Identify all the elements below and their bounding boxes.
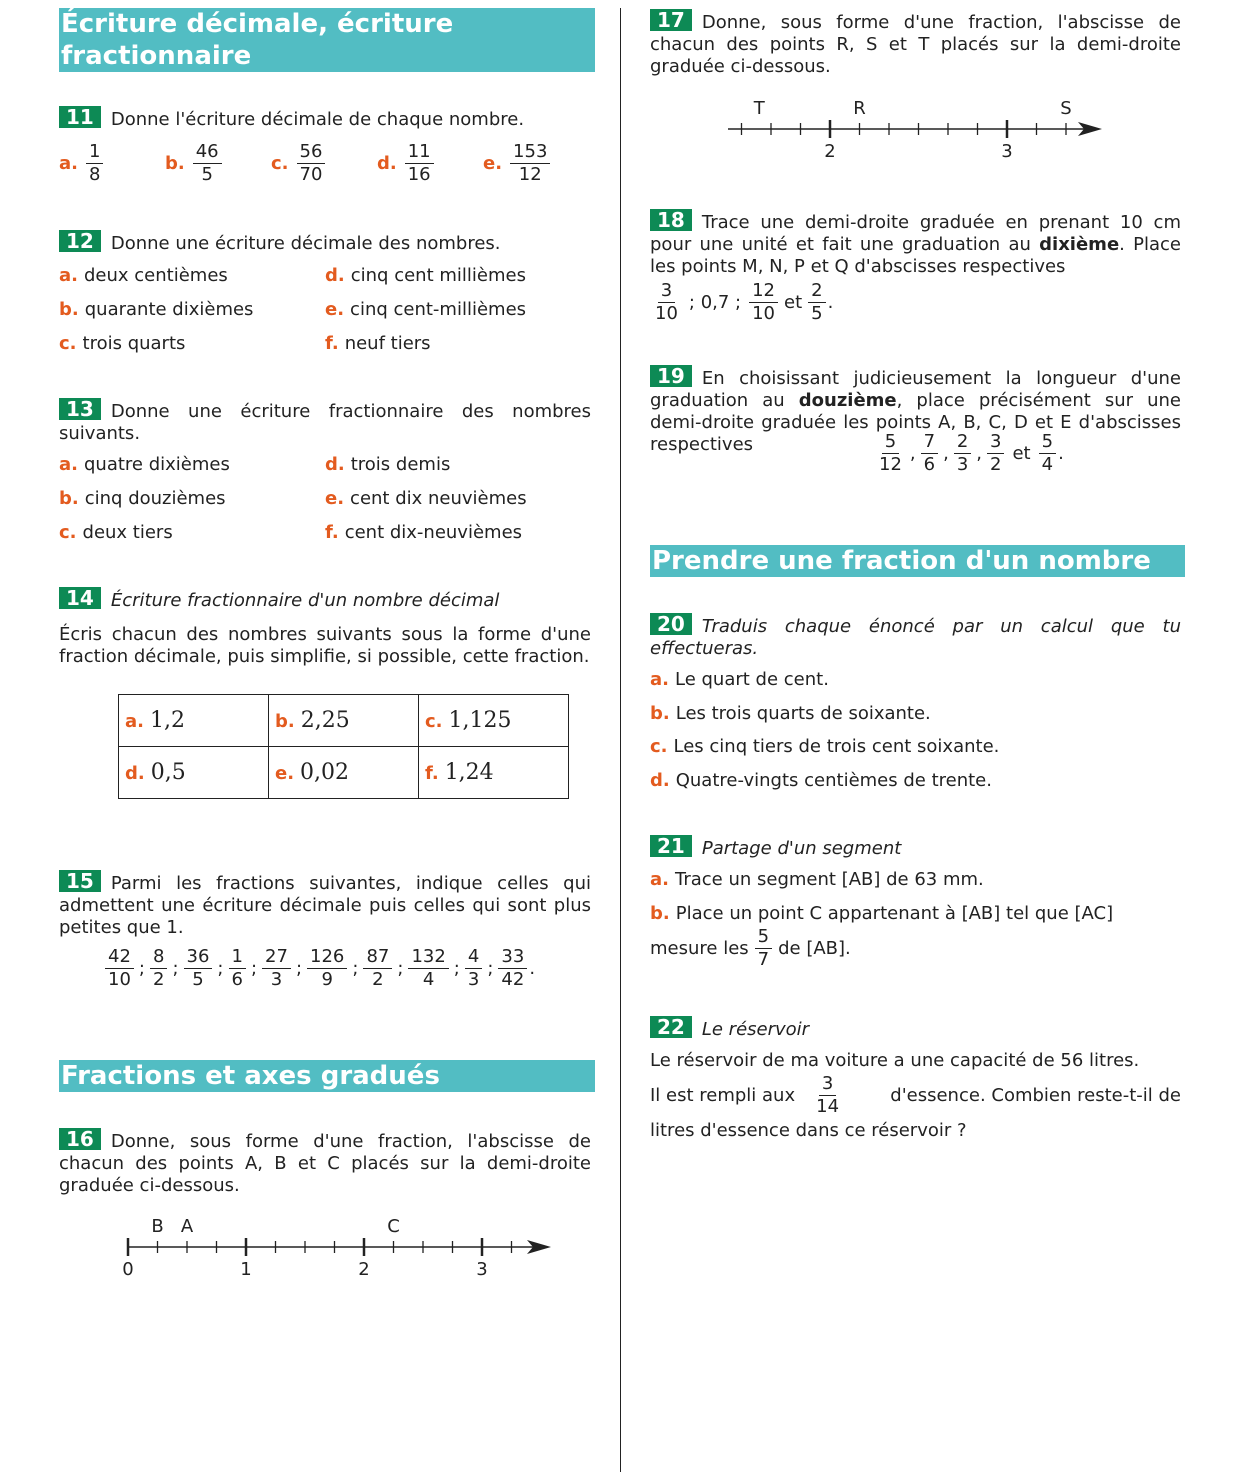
numerator: 2 (954, 431, 971, 454)
exercise-number: 13 (59, 398, 101, 420)
denominator: 9 (321, 969, 333, 990)
exercise-number: 20 (650, 613, 692, 635)
tick-label: 2 (824, 141, 836, 162)
list-item (59, 522, 173, 544)
denominator: 14 (816, 1096, 840, 1117)
item-text: Les trois quarts de soixante. (675, 703, 931, 724)
item-text: cinq cent millièmes (350, 265, 526, 286)
exercise-text: En choisissant judicieusement la longueur d'une graduation au (650, 368, 1181, 411)
exercise-number: 14 (59, 587, 101, 609)
exercise-number: 17 (650, 9, 692, 31)
denominator: 8 (88, 164, 101, 185)
denominator: 10 (108, 969, 131, 990)
numerator: 11 (405, 141, 434, 164)
list-item (59, 454, 230, 476)
period: . (827, 292, 834, 313)
exercise-16 (59, 1128, 591, 1197)
graduated-axis-17 (720, 90, 1110, 165)
list-item (650, 736, 999, 758)
table-cell (269, 747, 419, 799)
exercise-21 (650, 835, 1181, 860)
numerator: 1 (229, 946, 246, 969)
exercise-17 (650, 9, 1181, 78)
cell-label: b. (275, 711, 295, 732)
fraction (755, 926, 772, 971)
separator: ; (217, 958, 224, 979)
numerator: 87 (363, 946, 392, 969)
fraction (876, 431, 905, 476)
bold-word: douzième (798, 390, 897, 411)
item-text: de [AB]. (778, 938, 851, 959)
list-item (325, 488, 527, 510)
list-item (377, 141, 436, 186)
numerator: 2 (808, 280, 825, 303)
denominator: 7 (757, 949, 770, 970)
table-cell (419, 695, 569, 747)
item-label: a. (650, 869, 669, 890)
numerator: 3 (658, 280, 675, 303)
separator: ; (172, 958, 179, 979)
list-item (59, 299, 253, 321)
table-row (119, 747, 569, 799)
fraction (813, 1073, 842, 1118)
fraction (150, 946, 167, 991)
item-label: e. (325, 488, 345, 509)
exercise-11-items (59, 141, 591, 189)
exercise-text-2: , place précisément sur une demi-droite graduée les points A, B, C, D et E d'abscisses respectives (650, 390, 1181, 455)
conjunction: et (1012, 443, 1031, 464)
exercise-number: 12 (59, 230, 101, 252)
numerator: 42 (105, 946, 134, 969)
exercise-20 (650, 613, 1181, 660)
denominator: 2 (152, 969, 165, 990)
item-label: f. (325, 522, 339, 543)
denominator: 4 (422, 969, 435, 990)
item-text: neuf tiers (344, 333, 431, 354)
exercise-title: Écriture fractionnaire d'un nombre décimal (110, 590, 500, 611)
exercise-number: 19 (650, 365, 692, 387)
exercise-number: 18 (650, 209, 692, 231)
item-text: cent dix neuvièmes (350, 488, 527, 509)
item-text: Trace un segment [AB] de 63 mm. (674, 869, 984, 890)
exercise-text-2: . Place les points M, N, P et Q d'abscisses respectives (650, 234, 1181, 277)
item-text: trois quarts (82, 333, 186, 354)
numerator: 4 (465, 946, 482, 969)
point-label: R (853, 98, 866, 119)
item-text: deux centièmes (83, 265, 228, 286)
fraction-line (650, 280, 1181, 325)
fraction (184, 946, 213, 991)
numerator: 132 (408, 946, 448, 969)
exercise-title: Traduis chaque énoncé par un calcul que tu effectueras. (650, 616, 1181, 659)
numerator: 3 (819, 1073, 836, 1096)
fraction (193, 141, 222, 186)
table-row (119, 695, 569, 747)
item-label: c. (271, 152, 289, 174)
numerator: 8 (150, 946, 167, 969)
item-label: a. (59, 265, 78, 286)
cell-value: 1,2 (149, 708, 185, 733)
cell-label: f. (425, 763, 439, 784)
separator-text: ; 0,7 ; (688, 292, 742, 313)
separator: ; (453, 958, 460, 979)
item-label: e. (325, 299, 345, 320)
exercise-number: 21 (650, 835, 692, 857)
denominator: 16 (407, 164, 431, 185)
exercise-number: 15 (59, 870, 101, 892)
numerator: 33 (498, 946, 527, 969)
item-text: trois demis (350, 454, 451, 475)
list-item (59, 333, 185, 355)
tick-label: 1 (240, 1259, 252, 1280)
item-text: deux tiers (82, 522, 173, 543)
exercise-12 (59, 230, 591, 255)
numerator: 153 (510, 141, 550, 164)
tick-label: 3 (1001, 141, 1013, 162)
point-label: A (180, 1216, 194, 1237)
list-item (325, 265, 526, 287)
numerator: 3 (987, 431, 1004, 454)
fraction (510, 141, 550, 186)
denominator: 12 (518, 164, 542, 185)
list-item (325, 454, 450, 476)
item-label: c. (650, 736, 668, 757)
item-label: e. (483, 152, 503, 174)
decimal-table (118, 694, 569, 799)
list-item (165, 141, 224, 186)
cell-value: 0,5 (150, 760, 186, 785)
item-label: f. (325, 333, 339, 354)
fraction (921, 431, 938, 476)
item-text: cinq douzièmes (84, 488, 226, 509)
separator: ; (250, 958, 258, 979)
exercise-text: litres d'essence dans ce réservoir ? (650, 1120, 967, 1141)
denominator: 3 (467, 969, 480, 990)
column-divider (620, 8, 621, 1472)
separator: ; (487, 958, 494, 979)
exercise-22 (650, 1016, 1181, 1041)
fraction (408, 946, 448, 991)
cell-label: e. (275, 763, 295, 784)
separator: ; (138, 958, 145, 979)
list-item (650, 669, 829, 691)
section-title-fraction-of-number: Prendre une fraction d'un nombre (650, 545, 1185, 577)
item-label: b. (59, 299, 79, 320)
exercise-text-line (650, 1073, 1181, 1118)
fraction (363, 946, 392, 991)
point-label: B (151, 1216, 164, 1237)
denominator: 2 (990, 454, 1002, 475)
item-label: a. (59, 454, 78, 475)
exercise-number: 11 (59, 106, 101, 128)
item-text: cinq cent-millièmes (350, 299, 527, 320)
denominator: 2 (372, 969, 384, 990)
numerator: 1 (86, 141, 103, 164)
item-label: d. (325, 454, 345, 475)
fraction (262, 946, 291, 991)
denominator: 3 (270, 969, 283, 990)
denominator: 5 (201, 164, 213, 185)
fraction (808, 280, 825, 325)
text-part: d'essence. Combien reste-t-il de (890, 1085, 1181, 1106)
item-label: d. (377, 152, 397, 174)
separator: , (943, 443, 949, 464)
fraction (105, 946, 134, 991)
numerator: 12 (749, 280, 778, 303)
item-text: quatre dixièmes (83, 454, 230, 475)
table-cell (119, 695, 269, 747)
item-label: d. (650, 770, 670, 791)
exercise-number: 16 (59, 1128, 101, 1150)
period: . (529, 958, 536, 979)
list-item (325, 299, 526, 321)
exercise-text: Parmi les fractions suivantes, indique celles qui admettent une écriture décimale puis celles qui sont plus petites que 1. (59, 873, 591, 938)
exercise-number: 22 (650, 1016, 692, 1038)
item-text: cent dix-neuvièmes (344, 522, 523, 543)
exercise-text: Donne une écriture décimale des nombres. (110, 233, 501, 254)
table-cell (119, 747, 269, 799)
list-item (650, 903, 1181, 925)
exercise-text: Donne l'écriture décimale de chaque nombre. (110, 109, 525, 130)
point-label: S (1060, 98, 1072, 119)
table-cell (269, 695, 419, 747)
cell-label: d. (125, 763, 145, 784)
exercise-18 (650, 209, 1181, 325)
numerator: 7 (921, 431, 938, 454)
fraction (749, 280, 778, 325)
numerator: 126 (307, 946, 347, 969)
numerator: 27 (262, 946, 291, 969)
fraction (307, 946, 347, 991)
item-text: Quatre-vingts centièmes de trente. (675, 770, 992, 791)
exercise-14 (59, 587, 591, 668)
fraction (498, 946, 527, 991)
exercise-text: Donne une écriture fractionnaire des nombres suivants. (59, 401, 591, 444)
denominator: 42 (501, 969, 525, 990)
denominator: 5 (811, 303, 823, 324)
list-item (325, 333, 431, 355)
item-text: quarante dixièmes (84, 299, 254, 320)
numerator: 46 (193, 141, 222, 164)
numerator: 5 (755, 926, 772, 949)
list-item (325, 522, 522, 544)
exercise-text: Trace une demi-droite graduée en prenant 10 cm pour une unité et fait une graduation au (650, 212, 1181, 255)
denominator: 10 (752, 303, 776, 324)
item-text: mesure les (650, 938, 749, 959)
fraction-list (103, 946, 535, 991)
item-label: d. (325, 265, 345, 286)
fraction (405, 141, 434, 186)
fraction (652, 280, 681, 325)
fraction (987, 431, 1004, 476)
item-label: c. (59, 522, 77, 543)
exercise-title: Partage d'un segment (701, 838, 902, 859)
separator: , (976, 443, 983, 464)
item-label: a. (59, 152, 78, 174)
list-item (59, 141, 105, 186)
cell-value: 0,02 (300, 760, 350, 785)
item-label: b. (59, 488, 79, 509)
exercise-text: Donne, sous forme d'une fraction, l'abscisse de chacun des points A, B et C placés sur la demi-droite graduée ci-dessous. (59, 1131, 591, 1196)
separator: ; (397, 958, 404, 979)
tick-label: 0 (122, 1259, 134, 1280)
item-text: Le quart de cent. (674, 669, 829, 690)
numerator: 5 (882, 431, 899, 454)
exercise-15 (59, 870, 591, 939)
list-item (271, 141, 327, 186)
denominator: 5 (192, 969, 204, 990)
denominator: 12 (879, 454, 902, 475)
list-item-continuation (650, 926, 851, 971)
fraction (229, 946, 246, 991)
denominator: 3 (956, 454, 969, 475)
exercise-11 (59, 106, 591, 131)
numerator: 5 (1039, 431, 1056, 454)
cell-label: c. (425, 711, 443, 732)
list-item (59, 265, 228, 287)
item-label: a. (650, 669, 669, 690)
numerator: 56 (297, 141, 326, 164)
item-label: c. (59, 333, 77, 354)
exercise-13 (59, 398, 591, 445)
cell-label: a. (125, 711, 144, 732)
tick-label: 3 (476, 1259, 488, 1280)
period: . (1058, 443, 1064, 464)
section-title-decimal: Écriture décimale, écriture fractionnaire (59, 8, 595, 72)
conjunction: et (784, 292, 803, 313)
tick-label: 2 (358, 1259, 370, 1280)
denominator: 6 (231, 969, 243, 990)
exercise-text: Le réservoir de ma voiture a une capacité de 56 litres. (650, 1050, 1140, 1071)
list-item (650, 770, 992, 792)
fraction (954, 431, 971, 476)
separator: ; (295, 958, 303, 979)
fraction (465, 946, 482, 991)
list-item (59, 488, 226, 510)
list-item (483, 141, 552, 186)
fraction (1039, 431, 1056, 476)
fraction (86, 141, 103, 186)
bold-word: dixième (1039, 234, 1120, 255)
cell-value: 1,24 (444, 760, 494, 785)
table-cell (419, 747, 569, 799)
exercise-title: Le réservoir (701, 1019, 810, 1040)
exercise-text: Donne, sous forme d'une fraction, l'abscisse de chacun des points R, S et T placés sur la demi-droite graduée ci-dessous. (650, 12, 1181, 77)
exercise-text: Écris chacun des nombres suivants sous la forme d'une fraction décimale, puis simplifie, si possible, cette fraction. (59, 624, 591, 667)
item-label: b. (165, 152, 185, 174)
denominator: 4 (1041, 454, 1054, 475)
text-part: Il est rempli aux (650, 1085, 796, 1106)
point-label: C (387, 1216, 400, 1237)
item-label: b. (650, 903, 670, 924)
denominator: 6 (923, 454, 936, 475)
separator: , (909, 443, 916, 464)
item-label: b. (650, 703, 670, 724)
cell-value: 1,125 (448, 708, 512, 733)
cell-value: 2,25 (300, 708, 350, 733)
graduated-axis-16 (109, 1208, 559, 1283)
list-item (650, 703, 931, 725)
numerator: 36 (184, 946, 213, 969)
section-title-axes: Fractions et axes gradués (59, 1060, 595, 1092)
separator: ; (352, 958, 359, 979)
item-text: Place un point C appartenant à [AB] tel que [AC] (675, 903, 1114, 924)
denominator: 10 (655, 303, 678, 324)
list-item (650, 869, 984, 891)
point-label: T (753, 98, 765, 119)
fraction-list (874, 431, 1064, 476)
fraction (297, 141, 326, 186)
item-text: Les cinq tiers de trois cent soixante. (673, 736, 1000, 757)
denominator: 70 (299, 164, 323, 185)
